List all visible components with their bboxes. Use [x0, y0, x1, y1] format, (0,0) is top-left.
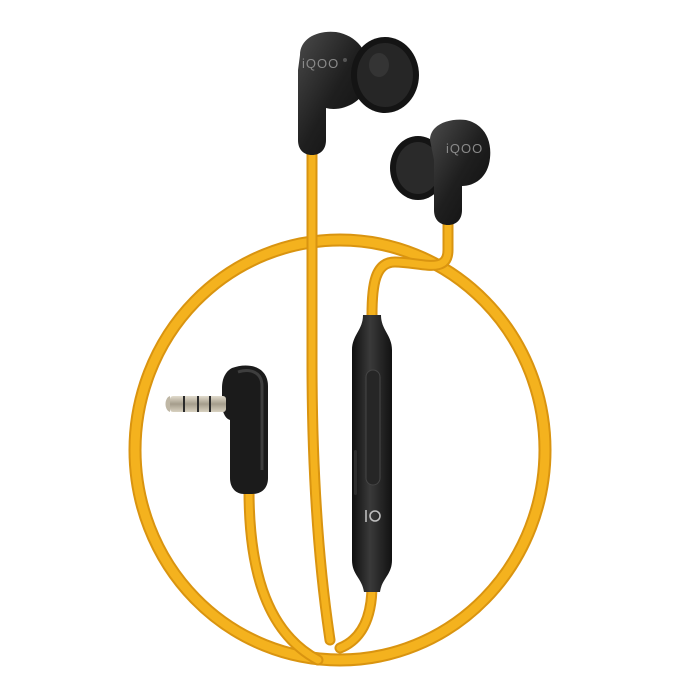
left-cable: [312, 140, 330, 640]
inline-remote: [352, 315, 392, 592]
remote-button: [354, 450, 357, 495]
plug-cable: [249, 490, 318, 660]
remote-grille: [366, 370, 380, 485]
left-earbud-brand: iQOO: [302, 56, 340, 71]
right-earbud: [390, 120, 490, 225]
cable-loop: [135, 240, 545, 660]
left-earbud: [298, 32, 419, 155]
audio-jack: [166, 365, 269, 494]
right-earbud-brand: iQOO: [446, 141, 484, 156]
